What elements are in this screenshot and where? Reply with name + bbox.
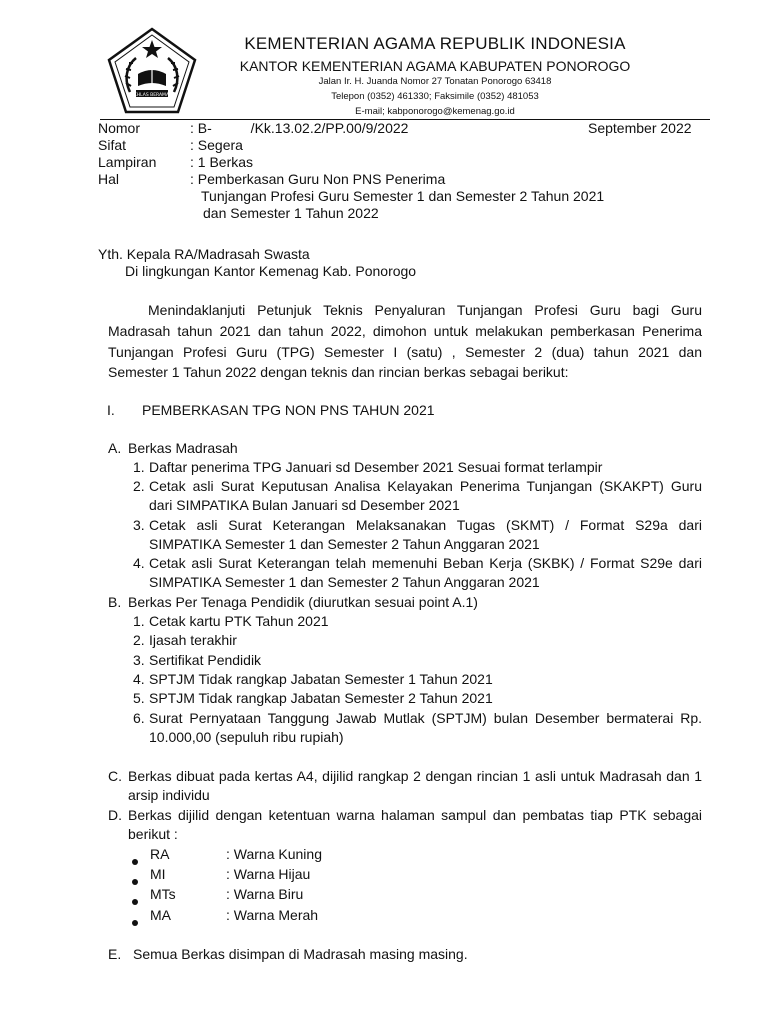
addressee-line-2: Di lingkungan Kantor Kemenag Kab. Ponorogo bbox=[125, 263, 417, 279]
bullet-ma-value: : Warna Merah bbox=[226, 907, 319, 923]
part-b-item-2-text: Ijasah terakhir bbox=[149, 632, 237, 648]
part-b-item-1-text: Cetak kartu PTK Tahun 2021 bbox=[149, 613, 329, 629]
part-a-item-3-text: Cetak asli Surat Keterangan Melaksanakan Tugas (SKMT) / Format S29a dari bbox=[149, 517, 702, 533]
bullet-ra-value: : Warna Kuning bbox=[226, 846, 322, 862]
sifat-value: : Segera bbox=[190, 137, 243, 153]
sifat-label: Sifat bbox=[98, 137, 127, 153]
nomor-label: Nomor bbox=[98, 120, 141, 136]
lampiran-label: Lampiran bbox=[98, 154, 157, 170]
part-b-item-6-text-cont: 10.000,00 (sepuluh ribu rupiah) bbox=[149, 729, 344, 745]
part-c-text: Berkas dibuat pada kertas A4, dijilid rangkap 2 dengan rincian 1 asli untuk Madrasah dan 1 bbox=[128, 768, 702, 784]
part-a-label: A. bbox=[108, 440, 122, 456]
bullet-mi-name: MI bbox=[150, 866, 166, 882]
part-b-item-6-num: 6. bbox=[133, 710, 145, 726]
letterhead-address: Jalan Ir. H. Juanda Nomor 27 Tonatan Ponorogo 63418 bbox=[318, 76, 552, 87]
part-a-item-2-num: 2. bbox=[133, 478, 145, 494]
bullet-icon bbox=[132, 852, 138, 870]
part-d-text: Berkas dijilid dengan ketentuan warna halaman sampul dan pembatas tiap PTK sebagai bbox=[128, 807, 702, 823]
letterhead-email: E-mail; kabponorogo@kemenag.go.id bbox=[355, 106, 515, 117]
part-a-item-1-text: Daftar penerima TPG Januari sd Desember 2021 Sesuai format terlampir bbox=[149, 459, 603, 475]
intro-line-1: Menindaklanjuti Petunjuk Teknis Penyaluran Tunjangan Profesi Guru bagi Guru bbox=[148, 302, 702, 318]
bullet-ra-name: RA bbox=[150, 846, 170, 862]
part-e-label: E. bbox=[108, 946, 122, 962]
part-a-item-1-num: 1. bbox=[133, 459, 145, 475]
part-a-item-4-text-cont: SIMPATIKA Semester 1 dan Semester 2 Tahun Anggaran 2021 bbox=[149, 574, 540, 590]
part-b-title: Berkas Per Tenaga Pendidik (diurutkan sesuai point A.1) bbox=[128, 594, 478, 610]
bullet-mts-value: : Warna Biru bbox=[226, 886, 304, 902]
bullet-ma-name: MA bbox=[150, 907, 171, 923]
part-a-title: Berkas Madrasah bbox=[128, 440, 238, 456]
part-c-text-cont: arsip individu bbox=[128, 787, 210, 803]
letterhead-ministry: KEMENTERIAN AGAMA REPUBLIK INDONESIA bbox=[244, 34, 626, 53]
part-a-item-3-num: 3. bbox=[133, 517, 145, 533]
letter-date: September 2022 bbox=[588, 120, 692, 136]
part-b-item-1-num: 1. bbox=[133, 613, 145, 629]
hal-value-2: Tunjangan Profesi Guru Semester 1 dan Semester 2 Tahun 2021 bbox=[201, 188, 605, 204]
part-b-item-5-text: SPTJM Tidak rangkap Jabatan Semester 2 Tahun 2021 bbox=[149, 690, 493, 706]
part-a-item-2-text: Cetak asli Surat Keputusan Analisa Kelayakan Penerima Tunjangan (SKAKPT) Guru bbox=[149, 478, 702, 494]
addressee-line-1: Yth. Kepala RA/Madrasah Swasta bbox=[98, 246, 310, 262]
bullet-icon bbox=[132, 872, 138, 890]
part-b-item-2-num: 2. bbox=[133, 632, 145, 648]
intro-line-3: Tunjangan Profesi Guru (TPG) Semester I (satu) , Semester 2 (dua) tahun 2021 dan bbox=[108, 344, 702, 360]
letterhead-office: KANTOR KEMENTERIAN AGAMA KABUPATEN PONOROGO bbox=[239, 58, 631, 74]
kemenag-emblem-logo bbox=[104, 26, 200, 118]
hal-value-3: dan Semester 1 Tahun 2022 bbox=[203, 205, 379, 221]
hal-value-1: : Pemberkasan Guru Non PNS Penerima bbox=[190, 171, 446, 187]
part-b-item-6-text: Surat Pernyataan Tanggung Jawab Mutlak (SPTJM) bulan Desember bermaterai Rp. bbox=[149, 710, 702, 726]
part-d-label: D. bbox=[108, 807, 122, 823]
part-b-item-3-text: Sertifikat Pendidik bbox=[149, 652, 262, 668]
hal-label: Hal bbox=[98, 171, 120, 187]
part-b-item-4-num: 4. bbox=[133, 671, 145, 687]
part-b-label: B. bbox=[108, 594, 122, 610]
svg-text:IKHLAS BERAMAL: IKHLAS BERAMAL bbox=[132, 93, 172, 98]
lampiran-value: : 1 Berkas bbox=[190, 154, 254, 170]
letterhead-phone: Telepon (0352) 461330; Faksimile (0352) 481053 bbox=[331, 91, 539, 102]
bullet-icon bbox=[132, 892, 138, 910]
part-a-item-2-text-cont: dari SIMPATIKA Bulan Januari sd Desember 2021 bbox=[149, 497, 460, 513]
part-b-item-4-text: SPTJM Tidak rangkap Jabatan Semester 1 Tahun 2021 bbox=[149, 671, 493, 687]
part-b-item-3-num: 3. bbox=[133, 652, 145, 668]
part-b-item-5-num: 5. bbox=[133, 690, 145, 706]
nomor-value: : B- /Kk.13.02.2/PP.00/9/2022 bbox=[190, 120, 409, 136]
part-a-item-3-text-cont: SIMPATIKA Semester 1 dan Semester 2 Tahun Anggaran 2021 bbox=[149, 536, 540, 552]
section-title: PEMBERKASAN TPG NON PNS TAHUN 2021 bbox=[142, 402, 435, 418]
part-a-item-4-num: 4. bbox=[133, 555, 145, 571]
section-number: I. bbox=[107, 402, 115, 418]
intro-line-4: Semester 1 Tahun 2022 dengan teknis dan rincian berkas sebagai berikut: bbox=[108, 364, 569, 380]
bullet-mi-value: : Warna Hijau bbox=[226, 866, 311, 882]
bullet-icon bbox=[132, 913, 138, 931]
part-a-item-4-text: Cetak asli Surat Keterangan telah memenuhi Beban Kerja (SKBK) / Format S29e dari bbox=[149, 555, 702, 571]
part-c-label: C. bbox=[108, 768, 122, 784]
bullet-mts-name: MTs bbox=[150, 886, 176, 902]
intro-line-2: Madrasah tahun 2021 dan tahun 2022, dimohon untuk melakukan pemberkasan Penerima bbox=[108, 323, 702, 339]
part-e-text: Semua Berkas disimpan di Madrasah masing masing. bbox=[133, 946, 468, 962]
part-d-text-cont: berikut : bbox=[128, 826, 178, 842]
